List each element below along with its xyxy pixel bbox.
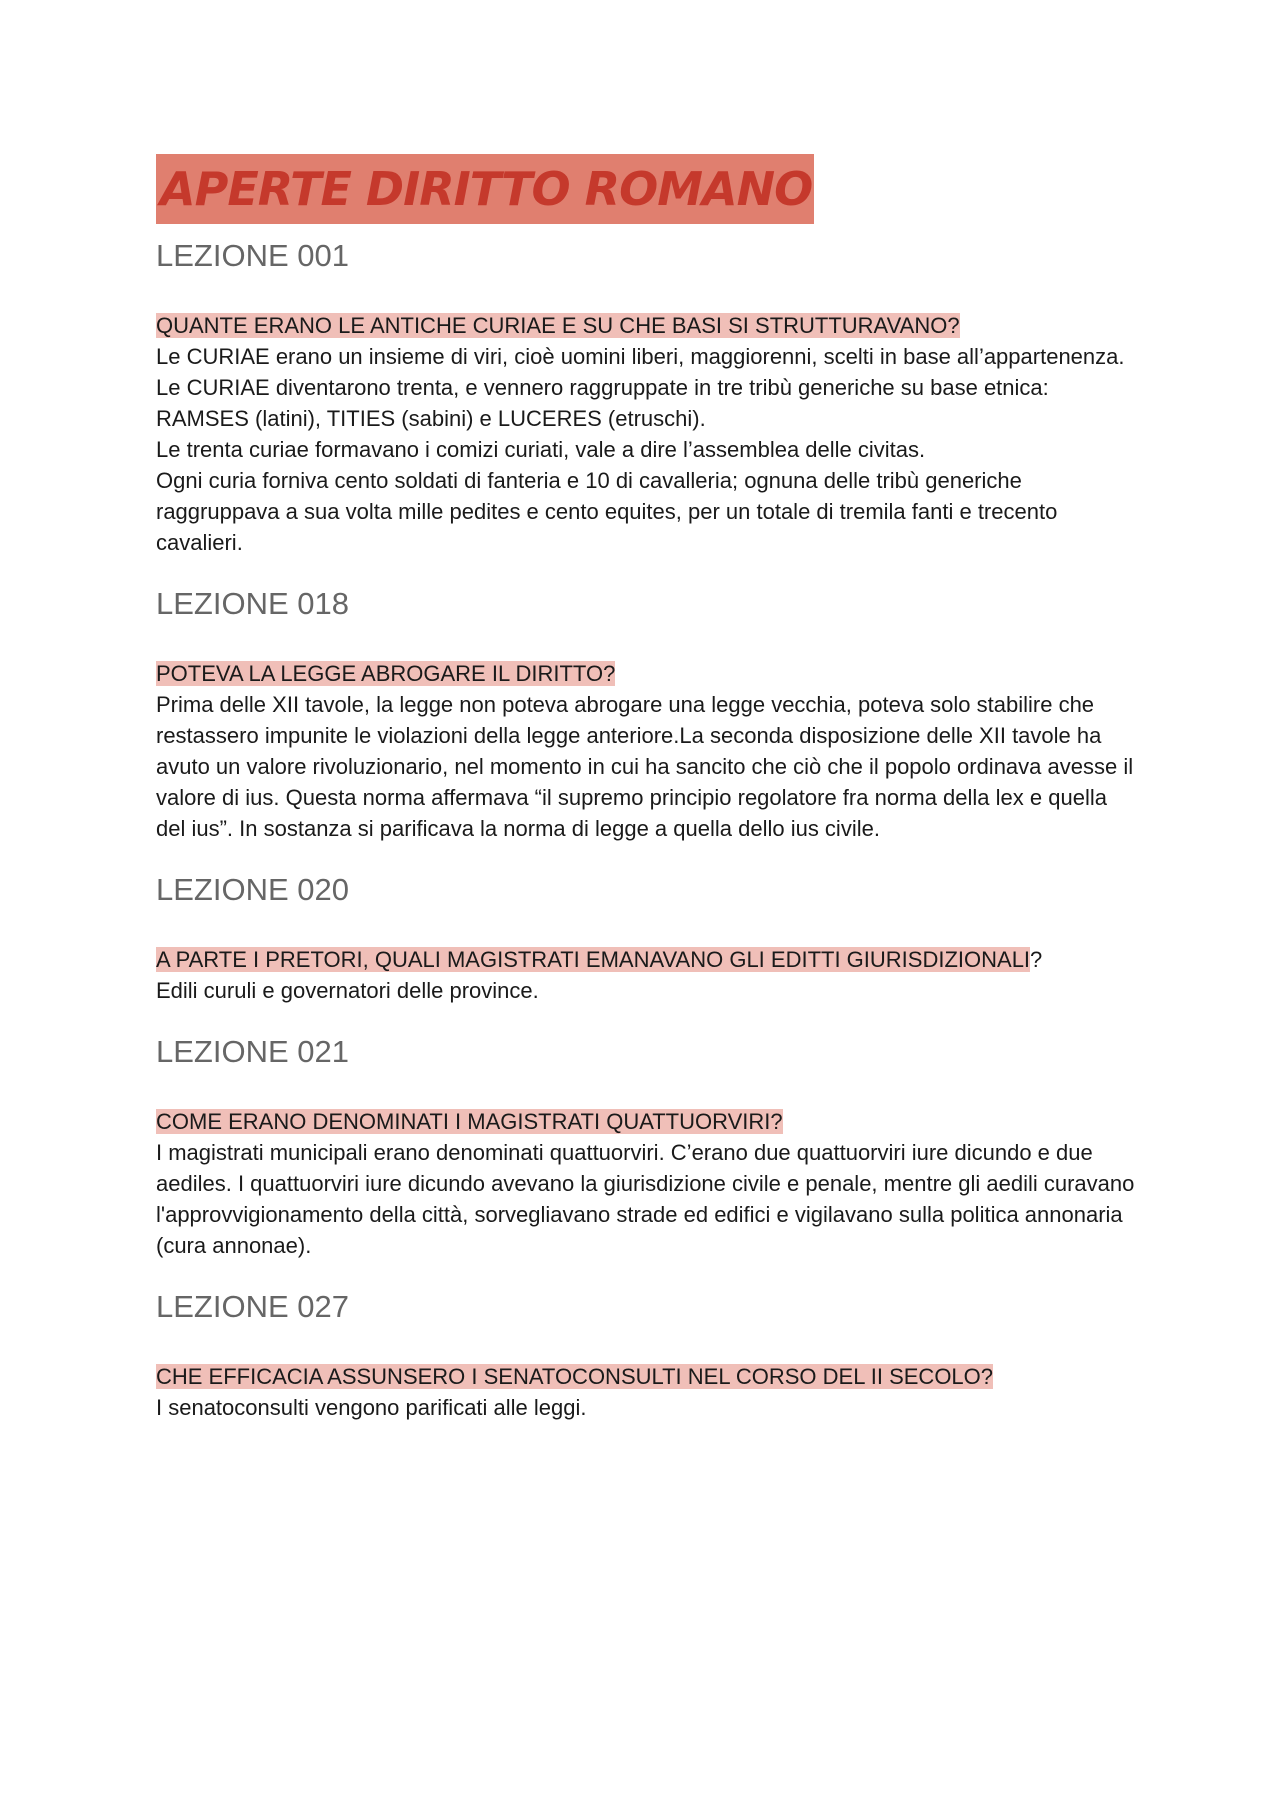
- lesson-heading: LEZIONE 001: [156, 238, 349, 273]
- lesson-section: [156, 1032, 1140, 1261]
- answer-paragraph: Prima delle XII tavole, la legge non poteva abrogare una legge vecchia, poteva solo stabilire che restassero impunite le violazioni della legge anteriore.La seconda disposizione delle XII tavole ha avuto un valore rivoluzionario, nel momento in cui ha sancito che ciò che il popolo ordinava avesse il valore di ius. Questa norma affermava “il supremo principio regolatore fra norma della lex e quella del ius”. In sostanza si parificava la norma di legge a quella dello ius civile.: [156, 692, 1134, 841]
- answer-paragraph: I senatoconsulti vengono parificati alle leggi.: [156, 1395, 587, 1420]
- question-line: [156, 1106, 1140, 1137]
- question-highlight: A PARTE I PRETORI, QUALI MAGISTRATI EMANAVANO GLI EDITTI GIURISDIZIONALI: [156, 947, 1031, 972]
- lesson-heading: LEZIONE 021: [156, 1034, 349, 1069]
- lesson-section: [156, 870, 1140, 1006]
- question-highlight: QUANTE ERANO LE ANTICHE CURIAE E SU CHE BASI SI STRUTTURAVANO?: [156, 313, 960, 338]
- answer-text: [156, 975, 1140, 1006]
- question-line: [156, 658, 1140, 689]
- answer-paragraph: Le CURIAE diventarono trenta, e vennero raggruppate in tre tribù generiche su base etnica: RAMSES (latini), TITIES (sabini) e LUCERES (etruschi).: [156, 375, 1049, 431]
- lesson-heading: LEZIONE 018: [156, 586, 349, 621]
- lesson-section: [156, 1287, 1140, 1423]
- answer-text: [156, 689, 1140, 844]
- question-highlight: POTEVA LA LEGGE ABROGARE IL DIRITTO?: [156, 661, 616, 686]
- document-title: APERTE DIRITTO ROMANO: [156, 154, 814, 224]
- answer-paragraph: Le CURIAE erano un insieme di viri, cioè uomini liberi, maggiorenni, scelti in base all’appartenenza.: [156, 344, 1125, 369]
- answer-text: [156, 341, 1140, 558]
- lesson-section: [156, 584, 1140, 844]
- answer-paragraph: Edili curuli e governatori delle province.: [156, 978, 539, 1003]
- question-highlight: COME ERANO DENOMINATI I MAGISTRATI QUATTUORVIRI?: [156, 1109, 783, 1134]
- lesson-heading: LEZIONE 027: [156, 1289, 349, 1324]
- answer-paragraph: I magistrati municipali erano denominati quattuorviri. C’erano due quattuorviri iure dicundo e due aediles. I quattuorviri iure dicundo avevano la giurisdizione civile e penale, mentre gli aedili curavano l'approvvigionamento della città, sorvegliavano strade ed edifici e vigilavano sulla politica annonaria (cura annonae).: [156, 1140, 1135, 1258]
- question-line: [156, 944, 1140, 975]
- answer-paragraph: Le trenta curiae formavano i comizi curiati, vale a dire l’assemblea delle civitas.: [156, 437, 926, 462]
- question-line: [156, 310, 1140, 341]
- question-highlight: CHE EFFICACIA ASSUNSERO I SENATOCONSULTI NEL CORSO DEL II SECOLO?: [156, 1364, 994, 1389]
- lesson-heading: LEZIONE 020: [156, 872, 349, 907]
- answer-text: [156, 1392, 1140, 1423]
- question-line: [156, 1361, 1140, 1392]
- answer-text: [156, 1137, 1140, 1261]
- lesson-section: [156, 236, 1140, 558]
- lesson-list: [156, 236, 1140, 1423]
- answer-paragraph: Ogni curia forniva cento soldati di fanteria e 10 di cavalleria; ognuna delle tribù generiche raggruppava a sua volta mille pedites e cento equites, per un totale di tremila fanti e trecento cavalieri.: [156, 468, 1058, 555]
- question-tail: ?: [1030, 947, 1043, 972]
